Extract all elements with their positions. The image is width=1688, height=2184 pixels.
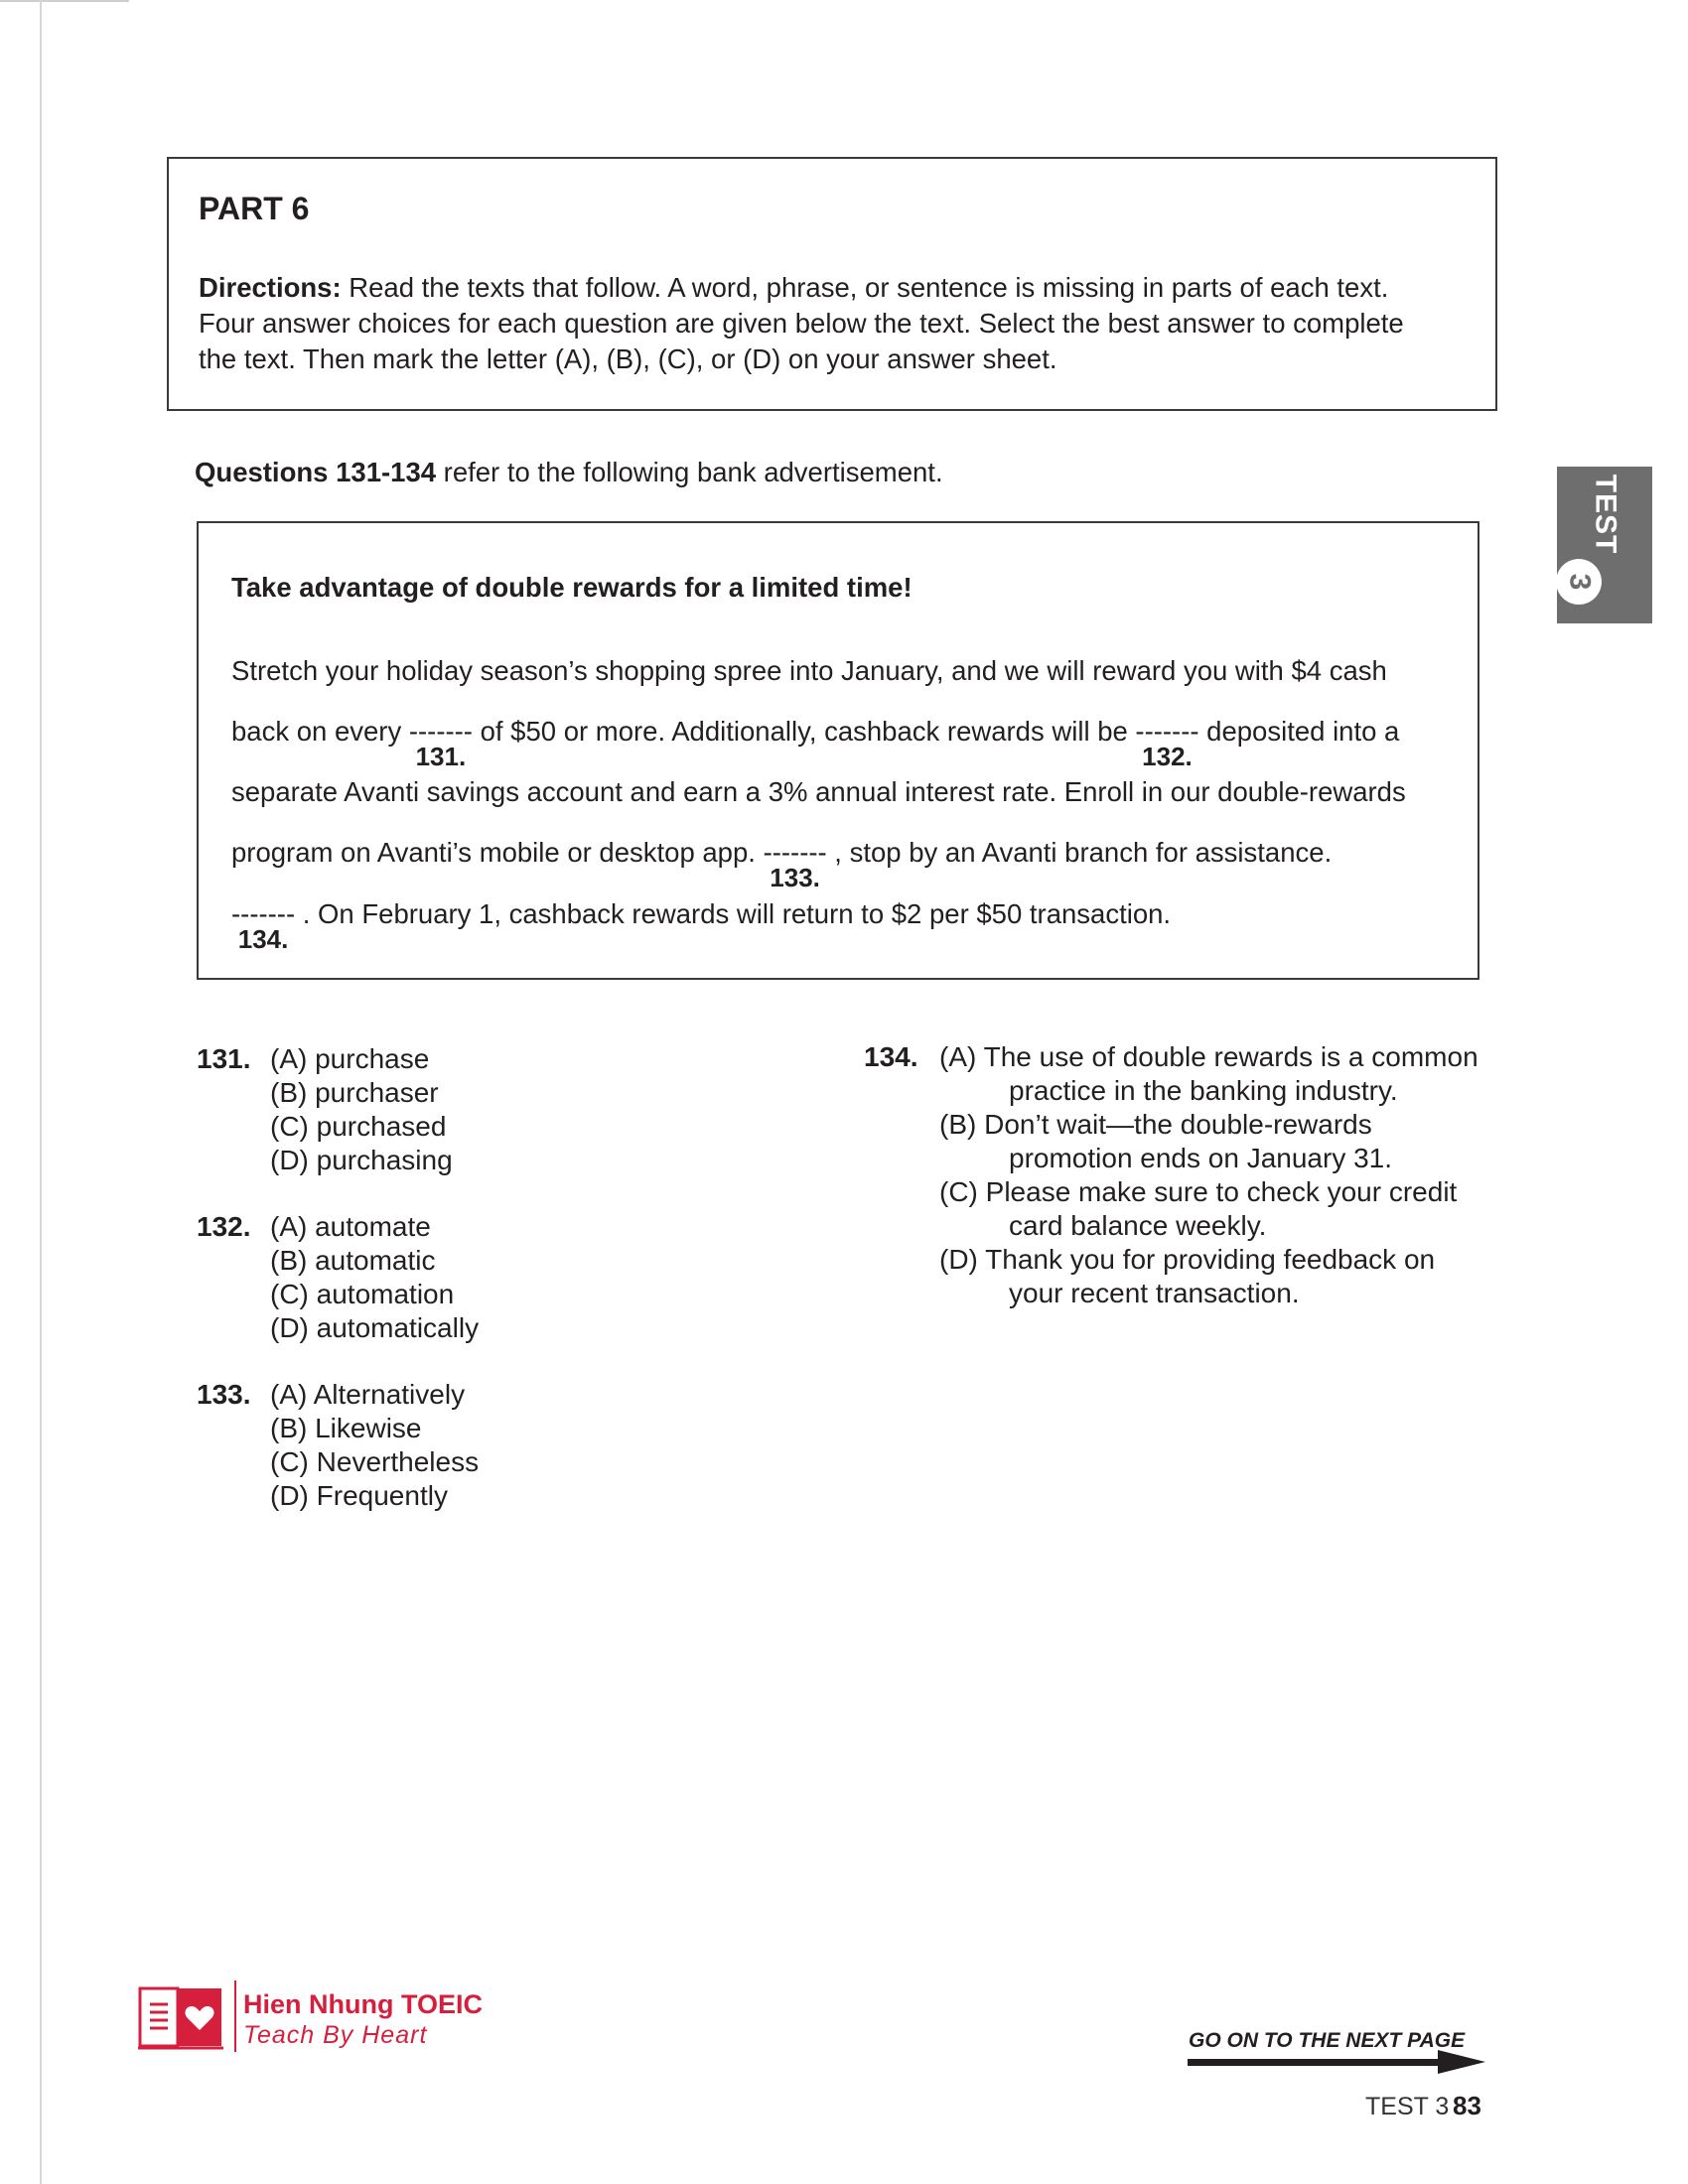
page-top-edge (0, 0, 129, 2)
side-tab-number-badge (1556, 559, 1602, 605)
question-134-option-a-continued: practice in the banking industry. (1009, 1075, 1398, 1106)
logo-name: Hien Nhung TOEIC (243, 1989, 483, 2019)
option-letter: (C) (270, 1446, 309, 1477)
advertisement-line-2 (231, 716, 1400, 771)
logo-tagline: Teach By Heart (243, 2021, 428, 2049)
blank-number: 133. (770, 863, 820, 892)
question-131-number: 131. (197, 1043, 251, 1074)
directions-line-1: Read the texts that follow. A word, phrase, or sentence is missing in parts of each text. (341, 272, 1389, 303)
option-text: purchaser (315, 1077, 439, 1108)
option-letter: (B) (270, 1077, 308, 1108)
advertisement-text: back on every (231, 716, 409, 747)
blank-dashes: ------- (408, 716, 473, 747)
directions-line-3: the text. Then mark the letter (A), (B), (C), or (D) on your answer sheet. (199, 343, 1057, 374)
option-text: Frequently (316, 1480, 448, 1511)
option-letter: (A) (270, 1211, 308, 1242)
option-text: automatic (315, 1245, 436, 1276)
question-134-option-d-continued: your recent transaction. (1009, 1278, 1300, 1308)
option-text: purchasing (316, 1145, 453, 1175)
blank-131 (408, 716, 473, 771)
question-133-option-a[interactable] (270, 1379, 465, 1411)
advertisement-line-3: separate Avanti savings account and earn a 3% annual interest rate. Enroll in our double-rewards (231, 776, 1406, 807)
option-letter: (A) (270, 1379, 308, 1410)
option-letter: (B) (270, 1413, 308, 1443)
part-title: PART 6 (199, 191, 310, 226)
blank-dashes: ------- (231, 898, 296, 929)
question-133-number: 133. (197, 1379, 251, 1410)
question-133-option-b[interactable] (270, 1413, 422, 1444)
blank-134 (231, 898, 296, 954)
advertisement-text: . On February 1, cashback rewards will return to $2 per $50 transaction. (295, 898, 1172, 929)
side-tab-label-text: TEST (1588, 474, 1621, 555)
question-132-option-d[interactable] (270, 1312, 479, 1344)
option-letter: (D) (270, 1312, 309, 1343)
option-letter: (B) (270, 1245, 308, 1276)
question-132-option-a[interactable] (270, 1211, 431, 1243)
questions-range: Questions 131-134 (195, 457, 437, 487)
option-text: purchase (315, 1043, 430, 1074)
blank-number: 131. (415, 742, 467, 771)
blank-132 (1135, 716, 1199, 771)
blank-dashes: ------- (1135, 716, 1199, 747)
option-letter: (D) (939, 1244, 978, 1275)
right-arrow-icon (1188, 2049, 1485, 2075)
logo-divider (234, 1980, 236, 2052)
option-letter: (C) (270, 1111, 309, 1142)
question-131-option-b[interactable] (270, 1077, 439, 1109)
blank-133 (763, 837, 827, 892)
advertisement-text: , stop by an Avanti branch for assistance. (826, 837, 1333, 868)
page-number: 83 (1453, 2091, 1481, 2120)
directions-label: Directions: (199, 272, 342, 303)
advertisement-title: Take advantage of double rewards for a limited time! (231, 572, 913, 603)
advertisement-text: deposited into a (1198, 716, 1400, 747)
directions-line-2: Four answer choices for each question are given below the text. Select the best answer to complete (199, 308, 1404, 339)
question-132-number: 132. (197, 1211, 251, 1242)
question-134-number: 134. (864, 1041, 918, 1072)
option-text: automation (316, 1279, 455, 1309)
question-134-option-d[interactable] (939, 1244, 1435, 1276)
question-133-option-c[interactable] (270, 1446, 479, 1478)
side-tab-number: 3 (1563, 573, 1596, 591)
option-text: purchased (316, 1111, 447, 1142)
option-letter: (A) (270, 1043, 308, 1074)
go-on-next-page-label: GO ON TO THE NEXT PAGE (1189, 2029, 1466, 2052)
advertisement-text: of $50 or more. Additionally, cashback rewards will be (472, 716, 1136, 747)
option-letter: (B) (939, 1109, 977, 1140)
option-text: Likewise (315, 1413, 422, 1443)
blank-number: 132. (1142, 742, 1193, 771)
option-letter: (D) (270, 1480, 309, 1511)
option-letter: (C) (939, 1176, 978, 1207)
option-text: Nevertheless (316, 1446, 480, 1477)
advertisement-text: program on Avanti’s mobile or desktop app. (231, 837, 764, 868)
question-131-option-d[interactable] (270, 1145, 453, 1176)
option-letter: (C) (270, 1279, 309, 1309)
questions-intro-text: refer to the following bank advertisement. (436, 457, 943, 487)
option-text: Please make sure to check your credit (985, 1176, 1458, 1207)
option-text: The use of double rewards is a common (983, 1041, 1478, 1072)
question-131-option-c[interactable] (270, 1111, 446, 1143)
question-132-option-b[interactable] (270, 1245, 436, 1277)
option-text: Thank you for providing feedback on (985, 1244, 1436, 1275)
option-letter: (D) (270, 1145, 309, 1175)
advertisement-line-1: Stretch your holiday season’s shopping spree into January, and we will reward you with $4 cash (231, 655, 1387, 686)
question-134-option-c-continued: card balance weekly. (1009, 1210, 1267, 1241)
question-134-option-c[interactable] (939, 1176, 1457, 1208)
advertisement-line-4 (231, 837, 1333, 892)
question-134-option-b-continued: promotion ends on January 31. (1009, 1143, 1393, 1173)
questions-intro (195, 457, 943, 488)
question-131-option-a[interactable] (270, 1043, 429, 1075)
question-132-option-c[interactable] (270, 1279, 454, 1310)
option-text: Don’t wait—the double-rewards (984, 1109, 1372, 1140)
question-133-option-d[interactable] (270, 1480, 448, 1512)
directions-text (199, 270, 1479, 377)
question-134-option-a[interactable] (939, 1041, 1478, 1073)
page-left-edge (40, 0, 42, 2184)
option-text: automate (315, 1211, 431, 1242)
side-tab-label (1563, 475, 1646, 554)
blank-dashes: ------- (763, 837, 827, 868)
question-134-option-b[interactable] (939, 1109, 1372, 1141)
option-text: Alternatively (313, 1379, 466, 1410)
book-heart-icon (136, 1982, 225, 2052)
option-text: automatically (316, 1312, 480, 1343)
option-letter: (A) (939, 1041, 977, 1072)
advertisement-line-5 (231, 898, 1172, 954)
footer-test-label: TEST 3 (1365, 2093, 1450, 2120)
blank-number: 134. (237, 924, 289, 954)
